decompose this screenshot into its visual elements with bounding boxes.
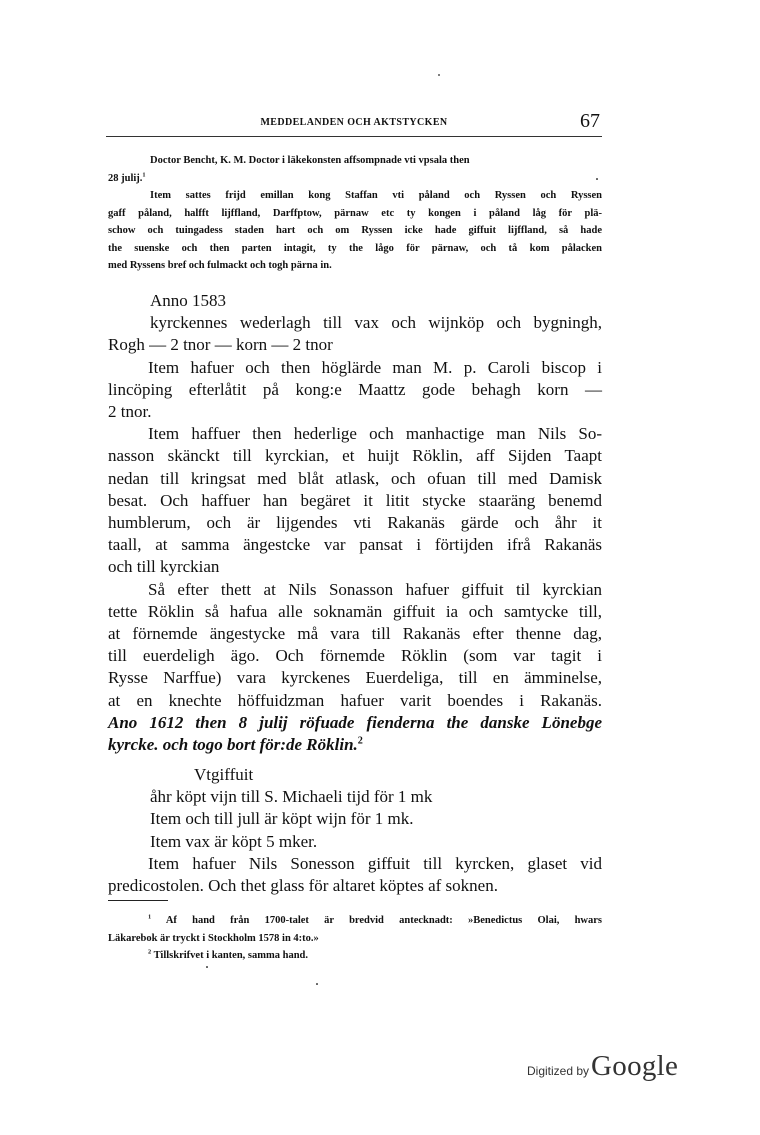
text-line: predicostolen. Och thet glass för altaret köptes af soknen. [108, 876, 498, 896]
note-line: gaff påland, halfft lijffland, Darffptow, pärnaw etc ty kongen i påland låg för plä- [108, 207, 602, 219]
text-line: at en knechte höffuidzman hafuer varit boendes i Rakanäs. [108, 690, 602, 710]
footnote-marker: 2 [148, 948, 152, 956]
note-line: the suenske och then parten intagit, ty the lågo för pärnaw, och tå kom pålacken [108, 242, 602, 254]
google-logo: Google [591, 1050, 679, 1082]
scan-speck [438, 74, 440, 76]
text-line: Så efter thett at Nils Sonasson hafuer giffuit til kyrckian [148, 579, 602, 599]
footnote-marker: 1 [148, 913, 152, 921]
footnote-2: $^2$ Tillskrifvet i kanten, samma hand. [148, 948, 309, 961]
text-line: nasson skänckt till kyrckian, et huijt Röklin, aff Sijden Taapt [108, 446, 602, 466]
italic-note-line: Ano 1612 then 8 julij röfuade fienderna the danske Lönebge [108, 712, 602, 732]
text-line: Item hafuer och then höglärde man M. p. Caroli biscop i [148, 357, 602, 377]
footnotes [108, 912, 602, 965]
section-heading: Vtgiffuit [194, 765, 254, 784]
text-line: och till kyrckian [108, 557, 220, 577]
page-header [106, 112, 602, 137]
scan-speck [596, 178, 598, 180]
text-line: kyrckennes wederlagh till vax och wijnköp och bygningh, [150, 313, 602, 333]
running-title: MEDDELANDEN OCH AKTSTYCKEN [260, 117, 448, 128]
note-line: Doctor Bencht, K. M. Doctor i läkekonsten affsompnade vti vpsala then [150, 155, 470, 166]
text-line: Rogh — 2 tnor — korn — 2 tnor [108, 335, 333, 355]
text-line: 2 tnor. [108, 402, 152, 422]
text-line: Rysse Narffue) vara kyrckenes Euerdeliga, till en ämminelse, [108, 668, 602, 688]
scan-speck [206, 966, 208, 968]
italic-note-line: kyrcke. och togo bort för:de Röklin.$^2$ [108, 735, 363, 755]
text-line: åhr köpt vijn till S. Michaeli tijd för 1 mk [150, 787, 433, 807]
footnote-1-cont: Läkarebok är tryckt i Stockholm 1578 in 4:to.» [108, 932, 319, 944]
text-line: Item och till jull är köpt wijn för 1 mk. [150, 809, 414, 829]
digitized-watermark [527, 1050, 678, 1090]
text-line: humblerum, och är lijgendes vti Rakanäs gärde och åhr it [108, 513, 602, 533]
text-line: Item vax är köpt 5 mker. [150, 831, 318, 851]
text-line: Item haffuer then hederlige och manhactige man Nils So- [148, 424, 602, 444]
top-notes [108, 152, 602, 275]
footnote-1: $^1$ Af hand från 1700-talet är bredvid antecknadt: »Benedictus Olai, hwars [148, 913, 603, 926]
footnote-rule [108, 900, 168, 901]
note-line: med Ryssens bref och fulmackt och togh pärna in. [108, 260, 332, 271]
main-text [108, 290, 602, 756]
text-line: taall, at samma ängestcke var pansat i förtijden ifrå Rakanäs [108, 535, 602, 555]
vtgiffuit-section [108, 764, 602, 897]
text-line: nedan till kringsat med blåt atlask, och ofuan till med Damisk [108, 468, 602, 488]
text-line: tette Röklin så hafua alle soknamän giffuit ia och samtycke till, [108, 601, 602, 621]
note-line: Item sattes frijd emillan kong Staffan vti påland och Ryssen och Ryssen [150, 190, 602, 201]
footnote-ref: 2 [357, 735, 363, 747]
text-line: lincöping efterlåtit på kong:e Maattz gode behagh korn — [108, 379, 602, 399]
text-line: besat. Och haffuer han begäret it litit stycke staaräng benemd [108, 490, 602, 510]
page-number: 67 [580, 110, 600, 132]
text-line: till euerdeligh ägo. Och förnemde Röklin (som var tagit i [108, 646, 602, 666]
note-line: schow och tuingadess staden hart och om Ryssen icke hade giffuit lijffland, så hade [108, 225, 602, 236]
text-line: Item hafuer Nils Sonesson giffuit till kyrcken, glaset vid [148, 853, 602, 873]
text-line: at förnemde ängestycke må vara till Rakanäs efter thenne dag, [108, 624, 602, 644]
watermark-prefix: Digitized by [527, 1064, 590, 1078]
scan-speck [316, 983, 318, 985]
anno-line: Anno 1583 [150, 291, 227, 310]
note-line: 28 julij.$^1$ [108, 171, 146, 184]
footnote-ref: 1 [142, 171, 146, 178]
